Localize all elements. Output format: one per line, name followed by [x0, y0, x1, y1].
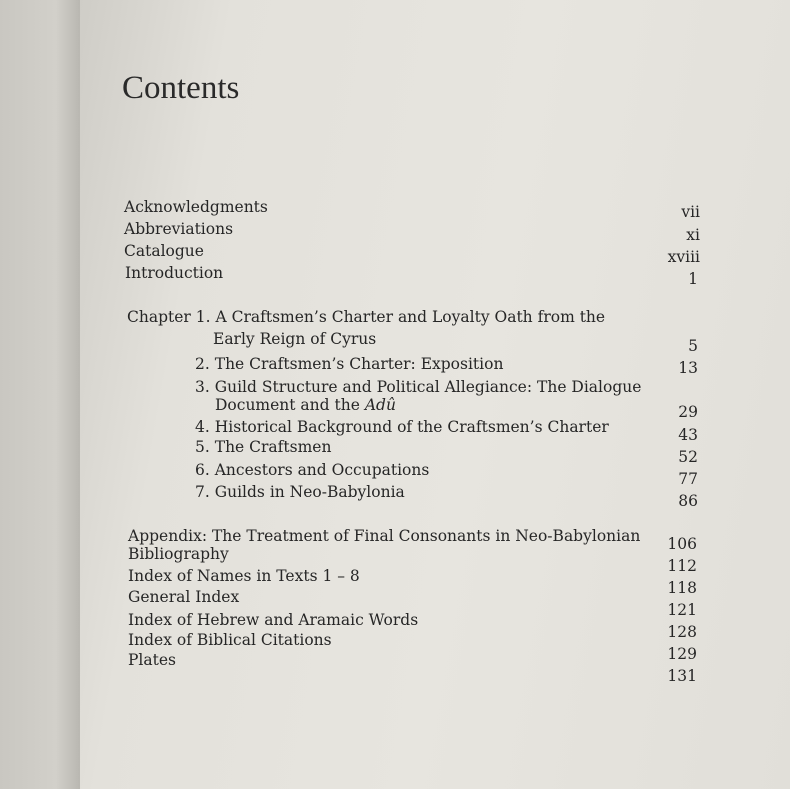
chapter-page: 5 [688, 337, 698, 355]
toc-entry-page: xi [686, 226, 700, 244]
toc-entry-page: 118 [667, 579, 697, 597]
toc-entry-page: 121 [667, 601, 697, 619]
toc-entry-label: Index of Names in Texts 1 – 8 [128, 567, 360, 585]
toc-entry-label: Bibliography [128, 545, 229, 563]
toc-entry-label: General Index [128, 588, 240, 606]
toc-entry-label: Plates [128, 651, 176, 669]
toc-entry-label: Introduction [125, 264, 224, 282]
chapter-page: 52 [678, 448, 698, 466]
toc-entry-label: Index of Hebrew and Aramaic Words [128, 611, 419, 629]
chapter-page: 13 [678, 359, 698, 377]
toc-entry-page: 131 [667, 667, 697, 685]
italic-word: Adû [364, 396, 396, 414]
toc-entry-page: 129 [667, 645, 697, 663]
chapter-title: The Craftsmen’s Charter: Exposition [214, 355, 504, 373]
toc-entry-label: Appendix: The Treatment of Final Consonants in Neo-Babylonian [128, 527, 641, 545]
chapter-number: 1. [195, 308, 211, 326]
book-gutter [0, 0, 80, 789]
chapter-title: Guilds in Neo-Babylonia [214, 483, 405, 501]
toc-entry-page: 112 [667, 557, 697, 575]
chapter-number: 7. [195, 483, 210, 501]
chapter-title: A Craftsmen’s Charter and Loyalty Oath from the [215, 308, 606, 326]
chapter-entry [127, 308, 605, 326]
chapter-entry [195, 483, 405, 501]
chapter-title-continued: Early Reign of Cyrus [213, 330, 377, 348]
toc-entry-page: 128 [667, 623, 697, 641]
chapter-entry [195, 418, 609, 436]
chapter-title: The Craftsmen [214, 438, 332, 456]
chapter-page: 86 [678, 492, 698, 510]
chapter-number: 2. [195, 355, 210, 373]
chapter-page: 29 [678, 403, 698, 421]
toc-entry-page: 106 [667, 535, 697, 553]
chapter-number: 4. [195, 418, 210, 436]
toc-entry-label: Abbreviations [124, 220, 234, 238]
toc-entry-page: 1 [688, 270, 698, 288]
toc-entry-label: Index of Biblical Citations [128, 631, 332, 649]
chapter-title: Ancestors and Occupations [214, 461, 430, 479]
chapter-number: 6. [195, 461, 210, 479]
chapter-page: 77 [678, 470, 698, 488]
chapter-prefix: Chapter [127, 308, 191, 326]
chapter-title: Guild Structure and Political Allegiance: The Dialogue [214, 378, 642, 396]
chapter-entry [195, 378, 641, 396]
chapter-entry [195, 438, 331, 456]
chapter-number: 5. [195, 438, 210, 456]
chapter-page: 43 [678, 426, 698, 444]
chapter-entry [195, 461, 429, 479]
chapter-title: Historical Background of the Craftsmen’s Charter [214, 418, 609, 436]
page-title: Contents [122, 70, 240, 106]
toc-entry-label: Acknowledgments [124, 198, 268, 216]
toc-entry-label: Catalogue [124, 242, 204, 260]
toc-entry-page: vii [681, 203, 700, 221]
toc-entry-page: xviii [667, 248, 700, 266]
chapter-number: 3. [195, 378, 210, 396]
chapter-title-continued: Document and the Adû [215, 396, 396, 414]
chapter-entry [195, 355, 503, 373]
